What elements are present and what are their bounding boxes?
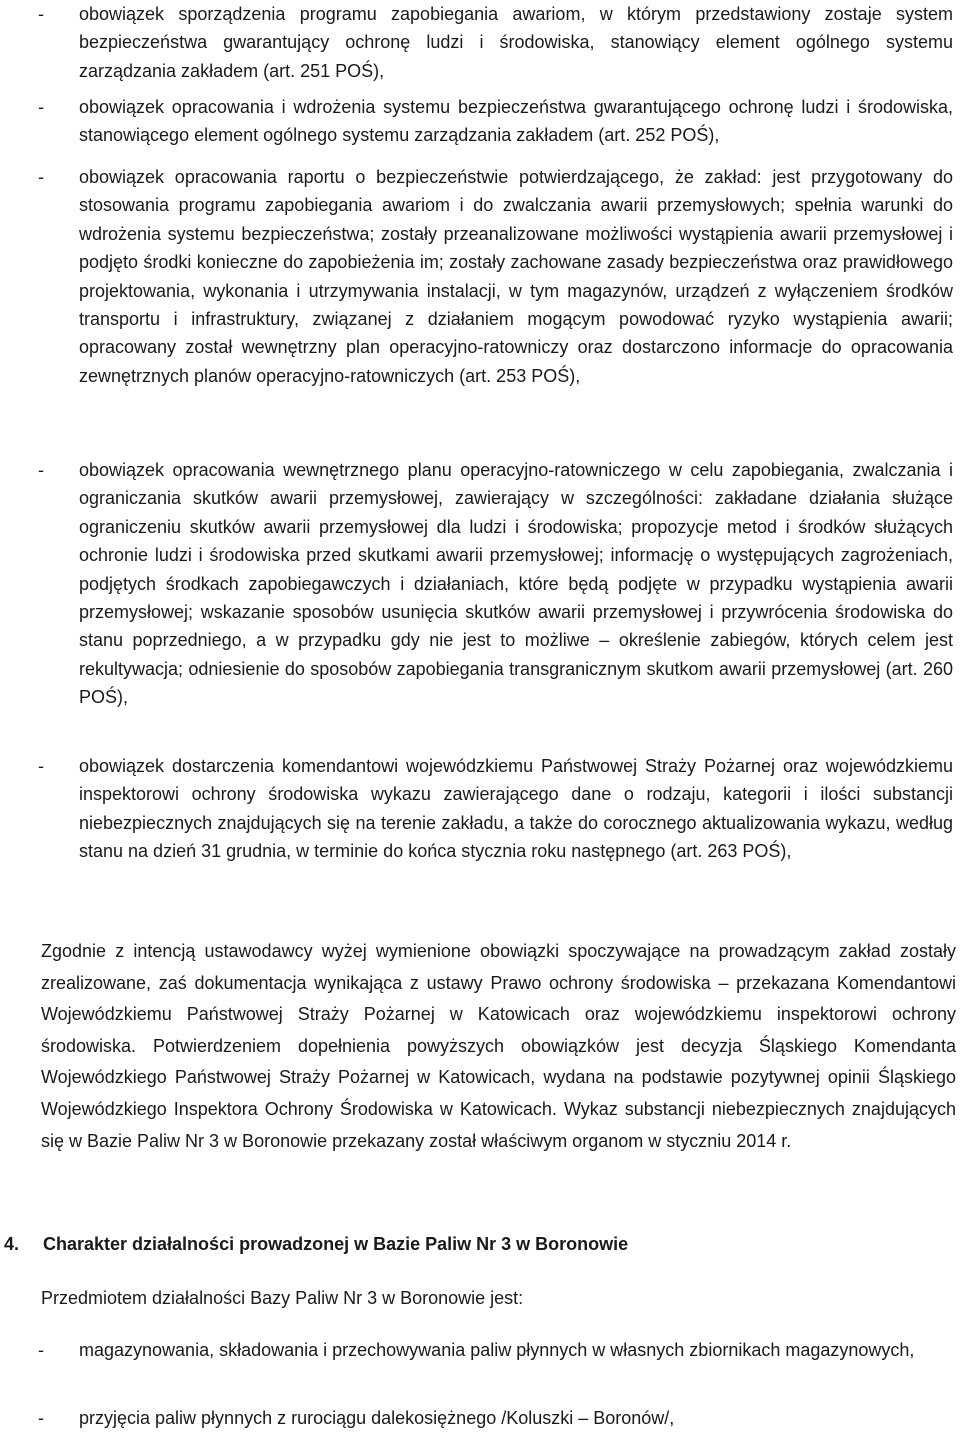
list-item-text: obowiązek opracowania i wdrożenia systemu bezpieczeństwa gwarantującego ochronę ludzi i środowiska, stanowiącego element ogólnego systemu zarządzania zakładem (art. 252 POŚ), (79, 97, 953, 146)
list-item (38, 1404, 958, 1432)
list-dash: - (38, 756, 44, 776)
list-item (38, 456, 958, 712)
list-item (38, 93, 958, 150)
body-paragraph: Zgodnie z intencją ustawodawcy wyżej wymienione obowiązki spoczywające na prowadzącym zakład zostały zrealizowane, zaś dokumentacja wynikająca z ustawy Prawo ochrony środowiska – przekazana Komendantowi Wojewódzkiemu Państwowej Straży Pożarnej w Katowicach oraz wojewódzkiemu inspektorowi ochrony środowiska. Potwierdzeniem dopełnienia powyższych obowiązków jest decyzja Śląskiego Komendanta Wojewódzkiego Państwowej Straży Pożarnej w Katowicach, wydana na podstawie pozytywnej opinii Śląskiego Wojewódzkiego Inspektora Ochrony Środowiska w Katowicach. Wykaz substancji niebezpiecznych znajdujących się w Bazie Paliw Nr 3 w Boronowie przekazany został właściwym organom w styczniu 2014 r. (41, 941, 956, 1151)
section-heading (2, 1230, 628, 1258)
list-dash: - (38, 97, 44, 117)
list-item-text: obowiązek sporządzenia programu zapobiegania awariom, w którym przedstawiony zostaje system bezpieczeństwa gwarantujący ochronę ludzi i środowiska, stanowiący element ogólnego systemu zarządzania zakładem (art. 251 POŚ), (79, 4, 953, 81)
list-item (38, 1336, 958, 1364)
section-intro: Przedmiotem działalności Bazy Paliw Nr 3 w Boronowie jest: (41, 1288, 524, 1308)
section-title: Charakter działalności prowadzonej w Bazie Paliw Nr 3 w Boronowie (43, 1234, 629, 1254)
list-dash: - (38, 1408, 44, 1428)
list-dash: - (38, 460, 44, 480)
list-item-text: magazynowania, składowania i przechowywania paliw płynnych w własnych zbiornikach magazynowych, (79, 1340, 915, 1360)
list-item-text: przyjęcia paliw płynnych z rurociągu dalekosiężnego /Koluszki – Boronów/, (79, 1408, 675, 1428)
list-dash: - (38, 167, 44, 187)
list-item-text: obowiązek dostarczenia komendantowi wojewódzkiemu Państwowej Straży Pożarnej oraz wojewódzkiemu inspektorowi ochrony środowiska wykazu zawierającego dane o rodzaju, kategorii i ilości substancji niebezpiecznych znajdujących się na terenie zakładu, a także do corocznego aktualizowania wykazu, według stanu na dzień 31 grudnia, w terminie do końca stycznia roku następnego (art. 263 POŚ), (79, 756, 953, 862)
list-item (38, 752, 958, 866)
section-number: 4. (4, 1234, 20, 1254)
list-item (38, 163, 958, 390)
list-item-text: obowiązek opracowania raportu o bezpieczeństwie potwierdzającego, że zakład: jest przygotowany do stosowania programu zapobiegania awariom i do zwalczania awarii przemysłowych; spełnia warunki do wdrożenia systemu bezpieczeństwa; zostały przeanalizowane możliwości wystąpienia awarii przemysłowej i podjęto środki konieczne do zapobieżenia im; zostały zachowane zasady bezpieczeństwa oraz prawidłowego projektowania, wykonania i utrzymywania instalacji, w tym magazynów, urządzeń z wyłączeniem środków transportu i infrastruktury, związanej z działaniem mogącym powodować ryzyko wystąpienia awarii; opracowany został wewnętrzny plan operacyjno-ratowniczy oraz dostarczono informacje do opracowania zewnętrznych planów operacyjno-ratowniczych (art. 253 POŚ), (79, 167, 953, 386)
list-dash: - (38, 4, 44, 24)
list-item-text: obowiązek opracowania wewnętrznego planu operacyjno-ratowniczego w celu zapobiegania, zwalczania i ograniczania skutków awarii przemysłowej, zawierający w szczególności: zakładane działania służące ograniczeniu skutków awarii przemysłowej dla ludzi i środowiska; propozycje metod i środków służących ochronie ludzi i środowiska przed skutkami awarii przemysłowej; informację o występujących zagrożeniach, podjętych środkach zapobiegawczych i działaniach, które będą podjęte w przypadku wystąpienia awarii przemysłowej; wskazanie sposobów usunięcia skutków awarii przemysłowej i przywrócenia środowiska do stanu poprzedniego, a w przypadku gdy nie jest to możliwe – określenie zabiegów, których celem jest rekultywacja; odniesienie do sposobów zapobiegania transgranicznym skutkom awarii przemysłowej (art. 260 POŚ), (79, 460, 953, 708)
list-dash: - (38, 1340, 44, 1360)
list-item (38, 0, 958, 85)
